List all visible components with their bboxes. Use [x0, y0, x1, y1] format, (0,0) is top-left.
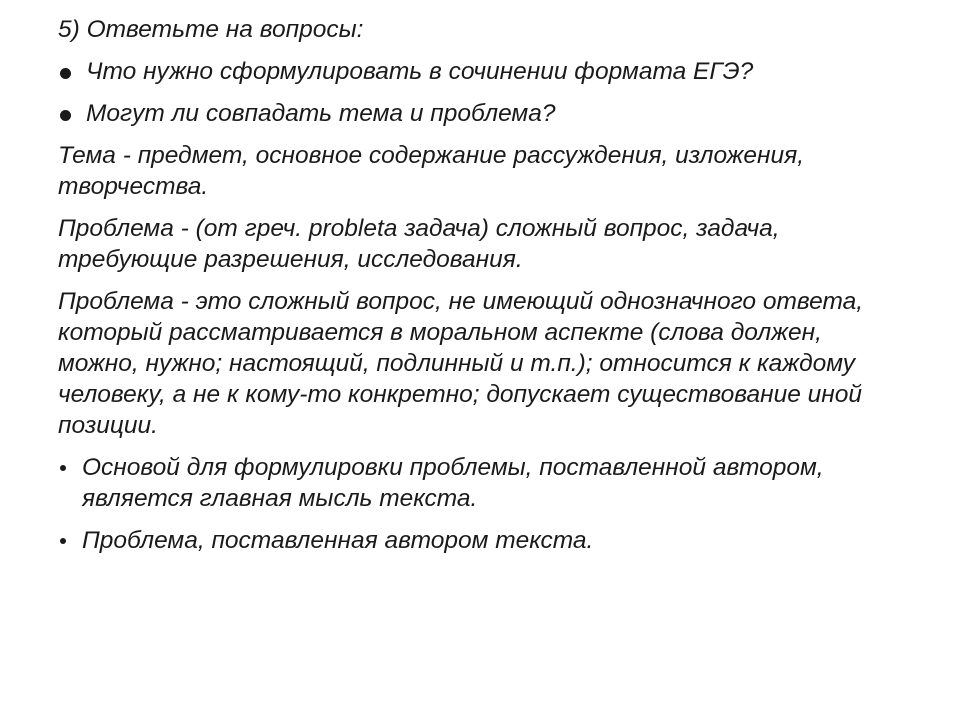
- bullet-dot-icon: [60, 110, 71, 121]
- point-item: [58, 525, 908, 556]
- point-text: Основой для формулировки проблемы, поставленной автором, является главная мысль текста.: [82, 454, 824, 512]
- bullet-dot-icon: [60, 68, 71, 79]
- task-heading: 5) Ответьте на вопросы:: [58, 16, 364, 43]
- point-text: Проблема, поставленная автором текста.: [82, 527, 594, 554]
- bullet-dot-icon: [60, 465, 66, 471]
- point-item: [58, 452, 908, 514]
- definition-problem: Проблема - (от греч. problеta задача) сложный вопрос, задача, требующие разрешения, исследования.: [58, 215, 780, 273]
- question-item: [58, 56, 908, 87]
- definition-theme: Тема - предмет, основное содержание рассуждения, изложения, творчества.: [58, 142, 805, 200]
- slide-content: [58, 14, 908, 567]
- definition-problem-extended: Проблема - это сложный вопрос, не имеющий однозначного ответа, который рассматривается в моральном аспекте (слова должен, можно, нужно; настоящий, подлинный и т.п.); относится к каждому человеку, а не к кому-то конкретно; допускает существование иной позиции.: [58, 288, 864, 439]
- bullet-dot-icon: [60, 538, 66, 544]
- question-text: Что нужно сформулировать в сочинении формата ЕГЭ?: [86, 58, 754, 85]
- question-text: Могут ли совпадать тема и проблема?: [86, 100, 556, 127]
- question-item: [58, 98, 908, 129]
